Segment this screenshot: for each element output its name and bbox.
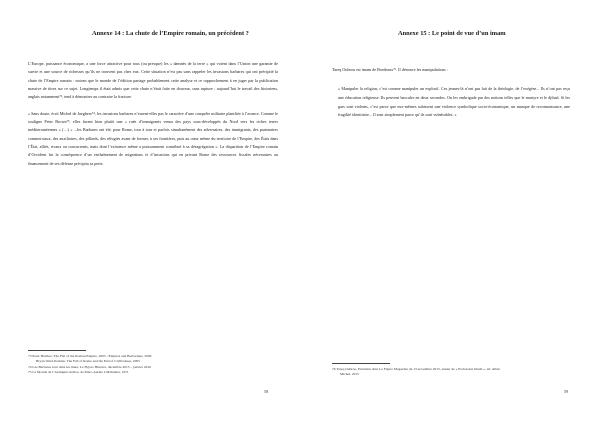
quote-block: « Manipuler la religion, c’est comme manipuler un explosif. Ces jeunes-là n’ont pas fait de la théologie, de l’exégèse... Ils n’ont pas reçu une éducation religieuse. Ils peuvent basculer en deux secondes. On les embrigade par des notions telles que le martyre et le djihad. Si les gars sont violents, c’est parce que eux-mêmes subissent une violence symbolique socio-économique, un manque de reconnaissance, une fragilité identitaire... Il sont simplement parce qu’ils sont vulnérables. » <box>338 86 570 118</box>
page-title: Annexe 14 : La chute de l’Empire romain, un précédent ? <box>92 30 249 37</box>
footnote-divider <box>28 350 86 351</box>
right-page <box>300 0 600 424</box>
page-number: 58 <box>264 389 269 394</box>
footnote: 74 Les Barbares sont dans les murs, Le Figaro Histoire, décembre 2015 – janvier 2016 <box>28 364 151 369</box>
footnote: 75 Le Monde de l’Antiquité tardive, de Marc-Aurèle à Mahomet, 1971 <box>28 370 129 375</box>
footnote: Bryan Ward-Perkins, The Fall of Rome and the End of Civilization, 2005 <box>36 359 140 364</box>
intro-text: Tareq Oubrou est imam de Bordeaux⁷⁶. Il dénonce les manipulations : <box>332 67 448 72</box>
footnote: 76 Tareq Oubrou, Entretien dans Le Figaro Magazine du 13 novembre 2015, auteur de « Profession Imam », éd. Albin <box>332 367 500 371</box>
paragraph: L’Europe, puissance économique, a une force attractive pour tous (ou presque) les « damnés de la terre » qui voient dans l’Union une garantie de survie et une source de richesses qu’ils ne trouvent pas chez eux. Cette situation n’est pas sans rappeler les invasions barbares qui ont précipité la chute de l’Empire romain : notons que le monde de l’édition partage probablement cette analyse et ce rapprochement à en juger par la publication massive de titres sur ce sujet. Longtemps il était admis que cette chute n’était faite en douceur, sans rupture ; aujourd’hui le travail des historiens, anglais notamment⁷³, tend à démontrer au contraire la fracture. <box>28 61 278 100</box>
page-title: Annexe 15 : Le point de vue d’un imam <box>398 30 506 37</box>
footnotes <box>28 354 278 376</box>
footnote: 73 Peter Heather, The Fall of the Roman Empire, 2005 ; Empires and Barbarians, 2009 <box>28 354 152 358</box>
footnotes <box>332 367 572 378</box>
page-number: 59 <box>564 389 569 394</box>
footnote: Michel, 2015 <box>340 372 359 377</box>
paragraph: « Sans doute, écrit Michel de Jaeghere⁷⁴, les invasions barbares n’eurent-elles pas le caractère d’une conquête militaire planifiée à l’avance. Comme le souligne Peter Brown⁷⁵, elles furent bien plutôt une « ruée d’immigrants venus des pays sous-développés du Nord vers les riches terres méditerranéennes » (…) « ...les Barbares ont été, pour Rome, tour à tour et parfois simultanément des adversaires, des immigrants, des partenaires commerciaux, des auxiliaires, des pillards, des réfugiés avant de former, à ses frontières, puis au cœur même du territoire de l’Empire, des États dans l’État, alliés, rivaux ou concurrents, mais dont l’existence même a puissamment contribué à sa désagrégation ». La disparition de l’Empire romain d’Occident fut la conséquence d’un enchaînement de migrations et d’invasions qui en privant Rome des ressources fiscales nécessaires au financement de ses défense précipita sa perte. <box>28 110 278 166</box>
body-text <box>28 60 278 176</box>
footnote-divider <box>332 363 390 364</box>
